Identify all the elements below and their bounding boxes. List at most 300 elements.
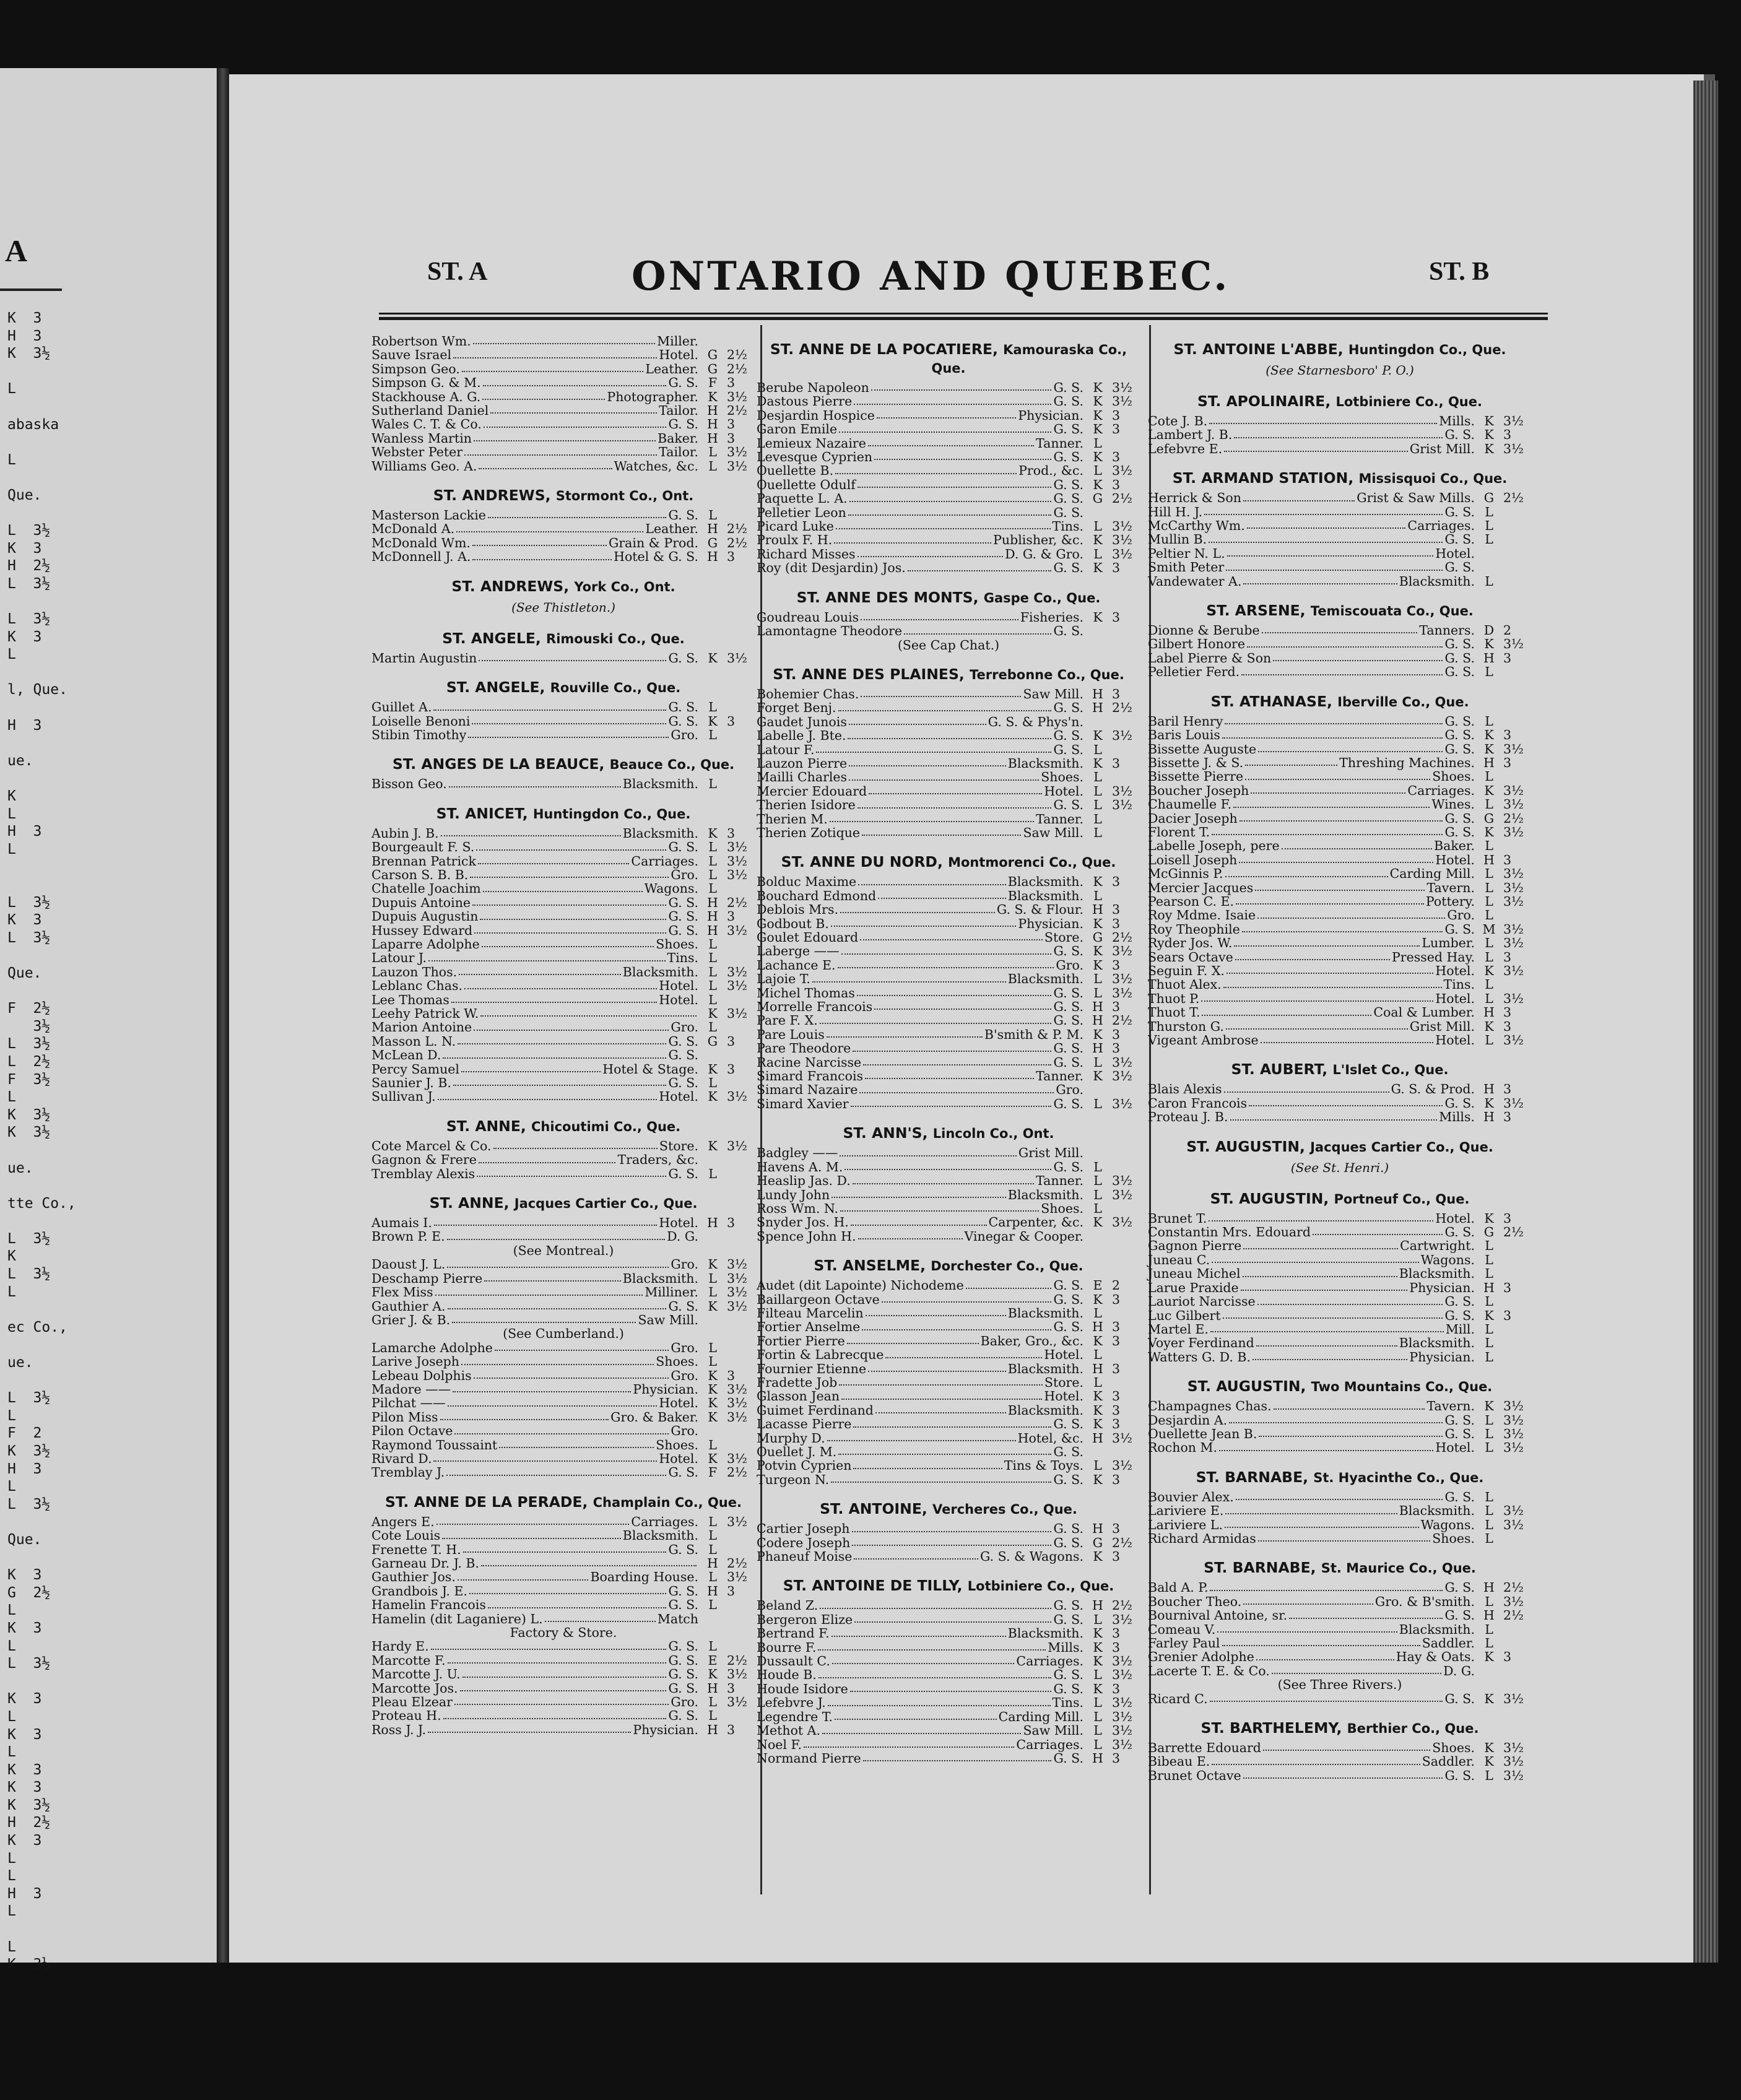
entry-rating-number: 3 — [1112, 1333, 1121, 1348]
entry-rating-letter — [1083, 715, 1112, 729]
page-edge — [1693, 80, 1718, 1963]
entry-rating-number: 3½ — [727, 867, 747, 882]
leader-dots — [1217, 1623, 1397, 1633]
entry-rating-letter: H — [1483, 852, 1495, 867]
entry-rating-number: 3 — [727, 825, 736, 841]
entry-name: Caron Francois — [1148, 1095, 1248, 1111]
directory-entry — [371, 896, 755, 909]
leader-dots — [441, 827, 621, 836]
directory-entry — [1148, 547, 1532, 560]
entry-name: Lamontagne Theodore — [757, 623, 902, 639]
leader-dots — [857, 478, 1052, 488]
directory-entry — [757, 1445, 1140, 1459]
leader-dots — [1313, 1225, 1443, 1235]
entry-business: Hotel. — [659, 1215, 698, 1231]
directory-entry — [371, 1299, 755, 1313]
left-page-fragment — [7, 858, 206, 876]
entry-rating-number: 3½ — [1112, 1737, 1132, 1752]
town-name: ST. ANGES DE LA BEAUCE, — [392, 755, 605, 773]
directory-entry — [1148, 1322, 1532, 1336]
directory-entry — [1148, 797, 1532, 811]
leader-dots — [854, 394, 1051, 404]
entry-rating-letter: L — [708, 1528, 717, 1543]
directory-entry — [757, 1202, 1140, 1215]
page-header — [384, 253, 1511, 300]
entry-name: Aumais I. — [371, 1215, 432, 1231]
section-heading — [757, 666, 1140, 684]
entry-name: Dupuis Augustin — [371, 909, 479, 924]
entry-continuation: Factory & Store. — [510, 1625, 617, 1641]
directory-entry — [1148, 414, 1532, 428]
leader-dots — [857, 547, 1004, 557]
directory-entry — [1148, 1504, 1532, 1517]
entry-rating-number: 3½ — [1112, 1612, 1132, 1627]
directory-entry — [1148, 881, 1532, 895]
entry-rating-letter: K — [1093, 1389, 1103, 1404]
leader-dots — [840, 1202, 1039, 1212]
entry-rating-letter: L — [1485, 1768, 1493, 1783]
entry-rating-number — [727, 882, 755, 895]
directory-entry — [757, 1028, 1140, 1041]
entry-rating-number — [727, 1424, 755, 1438]
directory-entry — [757, 931, 1140, 944]
entry-rating-letter: G — [707, 1033, 718, 1049]
entry-business: Hotel & Stage. — [602, 1061, 698, 1077]
leader-dots — [865, 1069, 1034, 1079]
leader-dots — [816, 743, 1051, 753]
leader-dots — [836, 519, 1051, 529]
entry-rating-letter: K — [708, 1257, 718, 1272]
entry-business: Physician. — [633, 1381, 698, 1397]
entry-rating-letter: K — [1093, 1549, 1103, 1564]
entry-rating-letter: G — [1483, 1225, 1495, 1240]
entry-business: Hotel. — [1435, 1210, 1475, 1226]
entry-rating-letter: L — [1485, 518, 1493, 534]
directory-entry — [1148, 853, 1532, 867]
left-page-fragment: K 3½ — [7, 1956, 51, 1973]
entry-rating-number: 2½ — [727, 1556, 747, 1571]
entry-business: G. S. — [1053, 1444, 1083, 1459]
entry-rating-number: 3½ — [1112, 1054, 1132, 1070]
entry-rating-letter: H — [1483, 755, 1495, 770]
town-name: ST. ANTOINE DE TILLY, — [783, 1577, 963, 1595]
county-name: Lotbiniere Co., Que. — [1335, 394, 1482, 409]
leader-dots — [828, 1696, 1051, 1706]
left-page-fragment: K 3½ — [7, 345, 51, 362]
entry-business: G. S. — [668, 1667, 698, 1682]
directory-entry — [371, 1313, 755, 1327]
entry-rating-number: 3½ — [1112, 1458, 1132, 1473]
entry-business: Hotel & G. S. — [614, 549, 698, 565]
entry-name: Potvin Cyprien — [757, 1458, 852, 1473]
entry-rating-number: 3½ — [1112, 1723, 1132, 1738]
directory-entry — [1148, 651, 1532, 665]
leader-dots — [866, 1306, 1006, 1316]
entry-name: Codere Joseph — [757, 1535, 851, 1550]
left-page-fragments — [7, 310, 206, 1974]
entry-name: Berube Napoleon — [757, 380, 869, 395]
directory-entry — [757, 1013, 1140, 1027]
entry-rating-letter: L — [1093, 797, 1102, 813]
entry-name: McDonald A. — [371, 521, 455, 537]
leader-dots — [854, 1550, 978, 1560]
entry-name: Ouellette B. — [757, 463, 834, 479]
directory-entry — [1148, 1692, 1532, 1706]
entry-business: Carding Mill. — [998, 1709, 1083, 1724]
entry-name: Fortin & Labrecque — [757, 1347, 884, 1363]
directory-entry — [371, 1341, 755, 1355]
entry-rating-letter: K — [1484, 1210, 1494, 1226]
entry-business: Blacksmith. — [1007, 971, 1083, 987]
entry-business: G. S. — [1053, 1417, 1083, 1432]
directory-entry — [757, 1738, 1140, 1751]
entry-business: Shoes. — [1041, 770, 1083, 785]
entry-rating-letter: L — [1485, 1440, 1493, 1456]
directory-entry — [1148, 1033, 1532, 1047]
entry-rating-number: 2½ — [727, 535, 747, 550]
entry-name: Pleau Elzear — [371, 1694, 453, 1710]
entry-name: Goudreau Louis — [757, 609, 859, 625]
entry-name: Frenette T. H. — [371, 1542, 461, 1557]
entry-rating-number: 3½ — [1503, 893, 1524, 909]
left-page-fragment: K 3½ — [7, 1443, 51, 1459]
entry-name: Herrick & Son — [1148, 490, 1241, 506]
entry-name: Aubin J. B. — [371, 825, 439, 841]
entry-business: G. S. — [1053, 1013, 1083, 1028]
entry-business: G. S. — [1444, 427, 1475, 443]
entry-name: Bisson Geo. — [371, 776, 447, 792]
leader-dots — [545, 1612, 656, 1622]
entry-rating-letter: K — [1484, 427, 1494, 443]
directory-entry — [1148, 756, 1532, 770]
entry-name: Pare Theodore — [757, 1041, 851, 1056]
directory-section — [1148, 1138, 1532, 1176]
directory-entry — [371, 1723, 755, 1737]
leader-dots — [882, 1293, 1052, 1303]
left-page-fragment — [7, 1549, 206, 1567]
entry-name: Leblanc Chas. — [371, 978, 462, 994]
directory-section — [757, 589, 1140, 652]
leader-dots — [474, 432, 656, 441]
town-name: ST. BARNABE, — [1196, 1468, 1309, 1486]
town-name: ST. ANDREWS, — [451, 577, 570, 595]
entry-business: Physician. — [633, 1722, 698, 1737]
entry-name: Laberge —— — [757, 944, 840, 959]
leader-dots — [859, 1083, 1054, 1093]
entry-business: Blacksmith. — [1007, 1626, 1083, 1641]
leader-dots — [840, 903, 995, 913]
entry-rating-number — [1503, 1532, 1532, 1545]
entry-business: Tins. — [667, 950, 698, 966]
entry-business: G. S. — [668, 1708, 698, 1724]
entry-rating-number — [1112, 889, 1140, 903]
section-heading — [757, 1257, 1140, 1275]
entry-name: Lauriot Narcisse — [1148, 1294, 1256, 1309]
leader-dots — [462, 1667, 667, 1677]
entry-rating-letter: K — [708, 1409, 718, 1425]
entry-name: Ross J. J. — [371, 1722, 427, 1737]
leader-dots — [1243, 1239, 1398, 1249]
entry-rating-number — [1112, 1376, 1140, 1389]
leader-dots — [461, 1355, 654, 1365]
directory-entry — [757, 1724, 1140, 1737]
left-page-fragment: K 3 — [7, 628, 42, 645]
entry-rating-number: 3 — [727, 1033, 736, 1049]
entry-continuation: (See Three Rivers.) — [1277, 1677, 1402, 1693]
leader-dots — [966, 1278, 1052, 1288]
entry-business: Miller. — [657, 334, 698, 349]
leader-dots — [904, 624, 1051, 634]
entry-rating-number — [727, 951, 755, 965]
entry-business: G. S. — [1053, 505, 1083, 520]
town-name: ST. ANGELE, — [446, 679, 545, 696]
entry-rating-number: 3½ — [1112, 985, 1132, 1000]
entry-business: Gro. — [671, 1020, 698, 1035]
leader-dots — [1256, 1336, 1397, 1346]
entry-rating-number: 3½ — [1503, 1740, 1524, 1756]
directory-section — [1148, 393, 1532, 456]
entry-name: Baris Louis — [1148, 727, 1220, 743]
entry-rating-number — [1112, 1306, 1140, 1320]
entry-rating-letter: G — [1483, 810, 1495, 826]
entry-rating-letter — [1083, 1230, 1112, 1243]
entry-name: Farley Paul — [1148, 1636, 1220, 1651]
town-name: ST. ANNE, — [429, 1194, 510, 1212]
entry-name: Hill H. J. — [1148, 504, 1203, 519]
left-page-fragment — [7, 1177, 206, 1195]
left-page-fragment — [7, 664, 206, 682]
entry-business: G. S. — [1053, 797, 1083, 813]
leader-dots — [448, 1654, 667, 1664]
directory-entry — [757, 519, 1140, 533]
leader-dots — [1239, 853, 1433, 863]
entry-name: Glasson Jean — [757, 1389, 840, 1404]
entry-rating-letter: K — [708, 1138, 718, 1153]
entry-name: Heaslip Jas. D. — [757, 1173, 851, 1189]
entry-name: Robertson Wm. — [371, 334, 471, 349]
directory-entry — [757, 450, 1140, 464]
entry-rating-letter: L — [708, 992, 717, 1007]
entry-rating-number — [1112, 1160, 1140, 1174]
directory-section — [371, 630, 755, 665]
entry-rating-number: 3 — [1112, 407, 1121, 423]
entry-rating-number — [1503, 1636, 1532, 1650]
directory-entry — [1148, 964, 1532, 978]
directory-entry — [1148, 1212, 1532, 1225]
section-heading — [371, 1194, 755, 1213]
entry-rating-letter: F — [708, 375, 718, 391]
directory-entry — [757, 1668, 1140, 1681]
leader-dots — [447, 1257, 669, 1267]
leader-dots — [849, 770, 1039, 780]
entry-rating-letter — [1083, 624, 1112, 638]
leader-dots — [1204, 505, 1443, 515]
directory-entry — [1148, 1741, 1532, 1755]
leader-dots — [1263, 1741, 1430, 1751]
leader-dots — [852, 1536, 1051, 1546]
entry-rating-letter: L — [708, 1270, 717, 1286]
directory-entry — [371, 1556, 755, 1570]
left-page-fragment: K 3½ — [7, 1124, 51, 1141]
leader-dots — [483, 376, 667, 386]
entry-rating-letter: G — [707, 347, 718, 363]
directory-entry — [371, 522, 755, 536]
directory-entry — [1148, 532, 1532, 546]
leader-dots — [860, 931, 1043, 940]
entry-business: Hotel. — [659, 1451, 698, 1466]
entry-business: Fisheries. — [1020, 609, 1083, 625]
section-heading — [371, 755, 755, 774]
entry-rating-letter: K — [1484, 1691, 1494, 1706]
entry-business: G. S. — [668, 375, 698, 391]
entry-rating-number: 3½ — [1503, 866, 1524, 882]
entry-name: Thurston G. — [1148, 1018, 1224, 1034]
entry-business: G. S. — [1444, 1768, 1475, 1783]
directory-entry — [757, 1174, 1140, 1187]
entry-rating-number: 3½ — [1503, 1095, 1524, 1111]
entry-rating-letter: K — [1093, 1215, 1103, 1230]
entry-rating-letter: K — [1093, 1333, 1103, 1348]
entry-business: Leather. — [645, 361, 698, 376]
entry-rating-number: 2½ — [1112, 1013, 1132, 1028]
entry-name: Brunet T. — [1148, 1210, 1207, 1226]
directory-entry — [1148, 442, 1532, 456]
leader-dots — [458, 1035, 666, 1044]
entry-name: Marion Antoine — [371, 1020, 472, 1035]
entry-business: Shoes. — [1041, 1200, 1083, 1216]
entry-rating-letter: H — [1092, 1521, 1103, 1537]
entry-name: Turgeon N. — [757, 1472, 830, 1487]
county-name: Gaspe Co., Que. — [983, 590, 1101, 605]
entry-rating-number: 3 — [727, 1215, 736, 1231]
directory-entry — [1148, 812, 1532, 825]
entry-rating-letter: L — [1093, 783, 1102, 799]
leader-dots — [827, 1028, 983, 1038]
directory-entry — [757, 1696, 1140, 1709]
entry-name: Pilon Octave — [371, 1423, 453, 1439]
entry-rating-number: 3½ — [1503, 441, 1524, 456]
directory-section — [371, 679, 755, 742]
entry-rating-letter: K — [1484, 414, 1494, 428]
directory-entry — [757, 715, 1140, 729]
directory-entry — [371, 1529, 755, 1542]
entry-name: Simard Xavier — [757, 1096, 849, 1111]
entry-rating-letter: L — [708, 727, 717, 742]
directory-entry — [757, 1146, 1140, 1160]
entry-name: Barrette Edouard — [1148, 1740, 1261, 1756]
entry-business: G. S. — [1444, 1608, 1475, 1623]
entry-business: Grist Mill. — [1409, 1018, 1475, 1034]
entry-business: Blacksmith. — [1007, 1361, 1083, 1376]
town-name: ST. AUBERT, — [1231, 1061, 1328, 1078]
entry-business: Hotel. — [659, 978, 698, 994]
entry-business: G. S. — [1053, 700, 1083, 716]
entry-rating-letter: L — [1485, 1238, 1493, 1254]
entry-rating-number — [1503, 908, 1532, 922]
left-page-fragment: L — [7, 1868, 16, 1885]
leader-dots — [849, 715, 986, 725]
leader-dots — [1261, 1033, 1434, 1043]
leader-dots — [1262, 623, 1418, 633]
entry-rating-letter: L — [1485, 1489, 1493, 1504]
entry-business: Gro. — [671, 1257, 698, 1272]
entry-rating-number: 3½ — [727, 1569, 747, 1585]
entry-rating-letter — [698, 334, 727, 348]
entry-name: Lajoie T. — [757, 971, 810, 987]
entry-rating-letter: H — [1483, 650, 1495, 666]
leader-dots — [1234, 428, 1443, 438]
entry-business: G. S. — [1444, 560, 1475, 575]
left-page-fragment — [7, 398, 206, 416]
town-name: ST. BARTHELEMY, — [1200, 1719, 1342, 1737]
directory-entry — [1148, 1253, 1532, 1267]
directory-entry — [371, 1667, 755, 1681]
entry-name: Gauthier A. — [371, 1298, 446, 1314]
leader-dots — [433, 1452, 657, 1462]
entry-rating-letter: L — [708, 1354, 717, 1369]
directory-entry — [371, 1382, 755, 1396]
left-page-fragment: 3½ — [7, 1018, 51, 1035]
entry-name: Therien Isidore — [757, 797, 856, 813]
entry-name: Roy Theophile — [1148, 921, 1240, 937]
entry-rating-letter: L — [1093, 888, 1102, 903]
left-page-fragment: L — [7, 1850, 16, 1867]
leader-dots — [851, 1097, 1052, 1107]
directory-entry — [757, 1293, 1140, 1306]
leader-dots — [840, 1146, 1016, 1156]
county-name: Kamouraska Co., Que. — [931, 342, 1127, 376]
leader-dots — [1222, 1636, 1420, 1646]
left-page-fragment: H 3 — [7, 1885, 42, 1902]
county-name: Montmorenci Co., Que. — [948, 855, 1116, 870]
entry-business: G. S. — [1444, 1294, 1475, 1309]
directory-entry — [371, 1007, 755, 1020]
entry-name: Fradette Job — [757, 1374, 838, 1390]
entry-rating-number: 3½ — [727, 1514, 747, 1529]
entry-business: Gro. — [671, 1694, 698, 1710]
entry-rating-number: 3½ — [1112, 1695, 1132, 1711]
entry-rating-number — [727, 1438, 755, 1452]
entry-name: Flex Miss — [371, 1285, 433, 1300]
directory-entry — [757, 1097, 1140, 1111]
directory-entry — [757, 1654, 1140, 1668]
entry-business: G. S. — [1444, 810, 1475, 826]
entry-business: Carriages. — [1407, 783, 1475, 798]
entry-name: Vandewater A. — [1148, 573, 1242, 589]
entry-rating-number: 2½ — [727, 1652, 747, 1668]
directory-entry — [1148, 1581, 1532, 1594]
entry-name: Ross Wm. N. — [757, 1200, 839, 1216]
entry-business: Hotel. — [1435, 991, 1475, 1006]
leader-dots — [854, 1613, 1051, 1623]
section-heading — [757, 1577, 1140, 1595]
leader-dots — [857, 798, 1052, 808]
entry-business: Hotel. — [1435, 852, 1475, 867]
directory-entry — [757, 986, 1140, 1000]
leader-dots — [851, 1215, 987, 1225]
directory-entry — [371, 1584, 755, 1598]
entry-rating-letter: L — [708, 776, 717, 792]
entry-rating-letter: L — [1485, 935, 1493, 951]
leader-dots — [499, 1438, 654, 1448]
entry-rating-letter: L — [708, 700, 717, 715]
directory-entry — [371, 1465, 755, 1479]
entry-name: Bolduc Maxime — [757, 874, 857, 890]
county-name: Stormont Co., Ont. — [555, 488, 694, 504]
entry-rating-number: 3 — [1112, 1549, 1121, 1564]
entry-name: Dupuis Antoine — [371, 895, 471, 910]
entry-rating-number — [727, 508, 755, 522]
